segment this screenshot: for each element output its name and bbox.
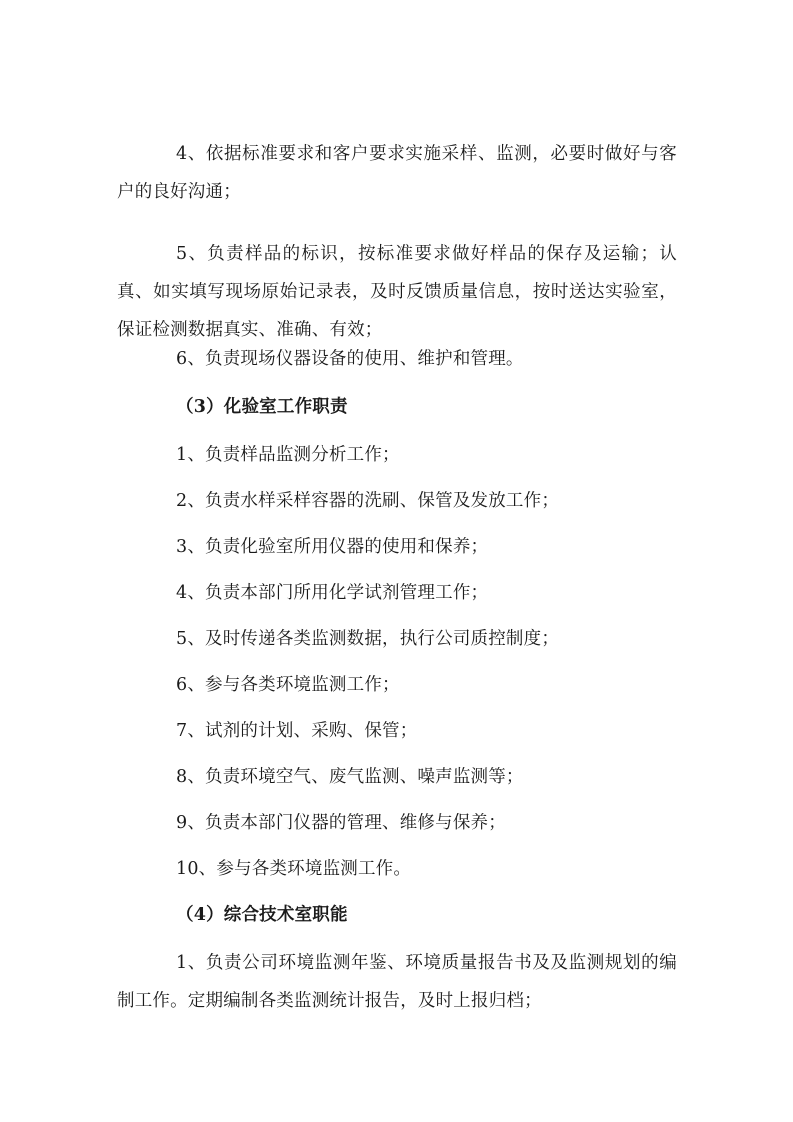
paragraph-lab-duty-6: 6、参与各类环境监测工作； <box>176 675 400 695</box>
paragraph-lab-duty-8: 8、负责环境空气、废气监测、噪声监测等； <box>176 767 524 787</box>
paragraph-lab-duty-9: 9、负责本部门仪器的管理、维修与保养； <box>176 813 506 833</box>
section-heading-tech-office: （4）综合技术室职能 <box>176 905 348 925</box>
paragraph-lab-duty-4: 4、负责本部门所用化学试剂管理工作； <box>176 583 489 603</box>
paragraph-lab-duty-3: 3、负责化验室所用仪器的使用和保养； <box>176 537 489 557</box>
paragraph-tech-duty-1: 1、负责公司环境监测年鉴、环境质量报告书及及监测规划的编制工作。定期编制各类监测统计报告，及时上报归档； <box>117 953 677 1011</box>
paragraph-lab-duty-2: 2、负责水样采样容器的洗刷、保管及发放工作； <box>176 491 560 511</box>
paragraph-lab-duty-10: 10、参与各类环境监测工作。 <box>176 859 412 879</box>
section-heading-lab-duties: （3）化验室工作职责 <box>176 397 348 417</box>
paragraph-lab-duty-5: 5、及时传递各类监测数据，执行公司质控制度； <box>176 629 560 649</box>
paragraph-field-duty-4: 4、依据标准要求和客户要求实施采样、监测，必要时做好与客户的良好沟通； <box>117 144 677 202</box>
paragraph-field-duty-6: 6、负责现场仪器设备的使用、维护和管理。 <box>176 349 524 369</box>
paragraph-field-duty-5: 5、负责样品的标识，按标准要求做好样品的保存及运输；认真、如实填写现场原始记录表，及时反馈质量信息，按时送达实验室，保证检测数据真实、准确、有效； <box>117 244 677 340</box>
paragraph-lab-duty-1: 1、负责样品监测分析工作； <box>176 445 400 465</box>
paragraph-lab-duty-7: 7、试剂的计划、采购、保管； <box>176 721 418 741</box>
